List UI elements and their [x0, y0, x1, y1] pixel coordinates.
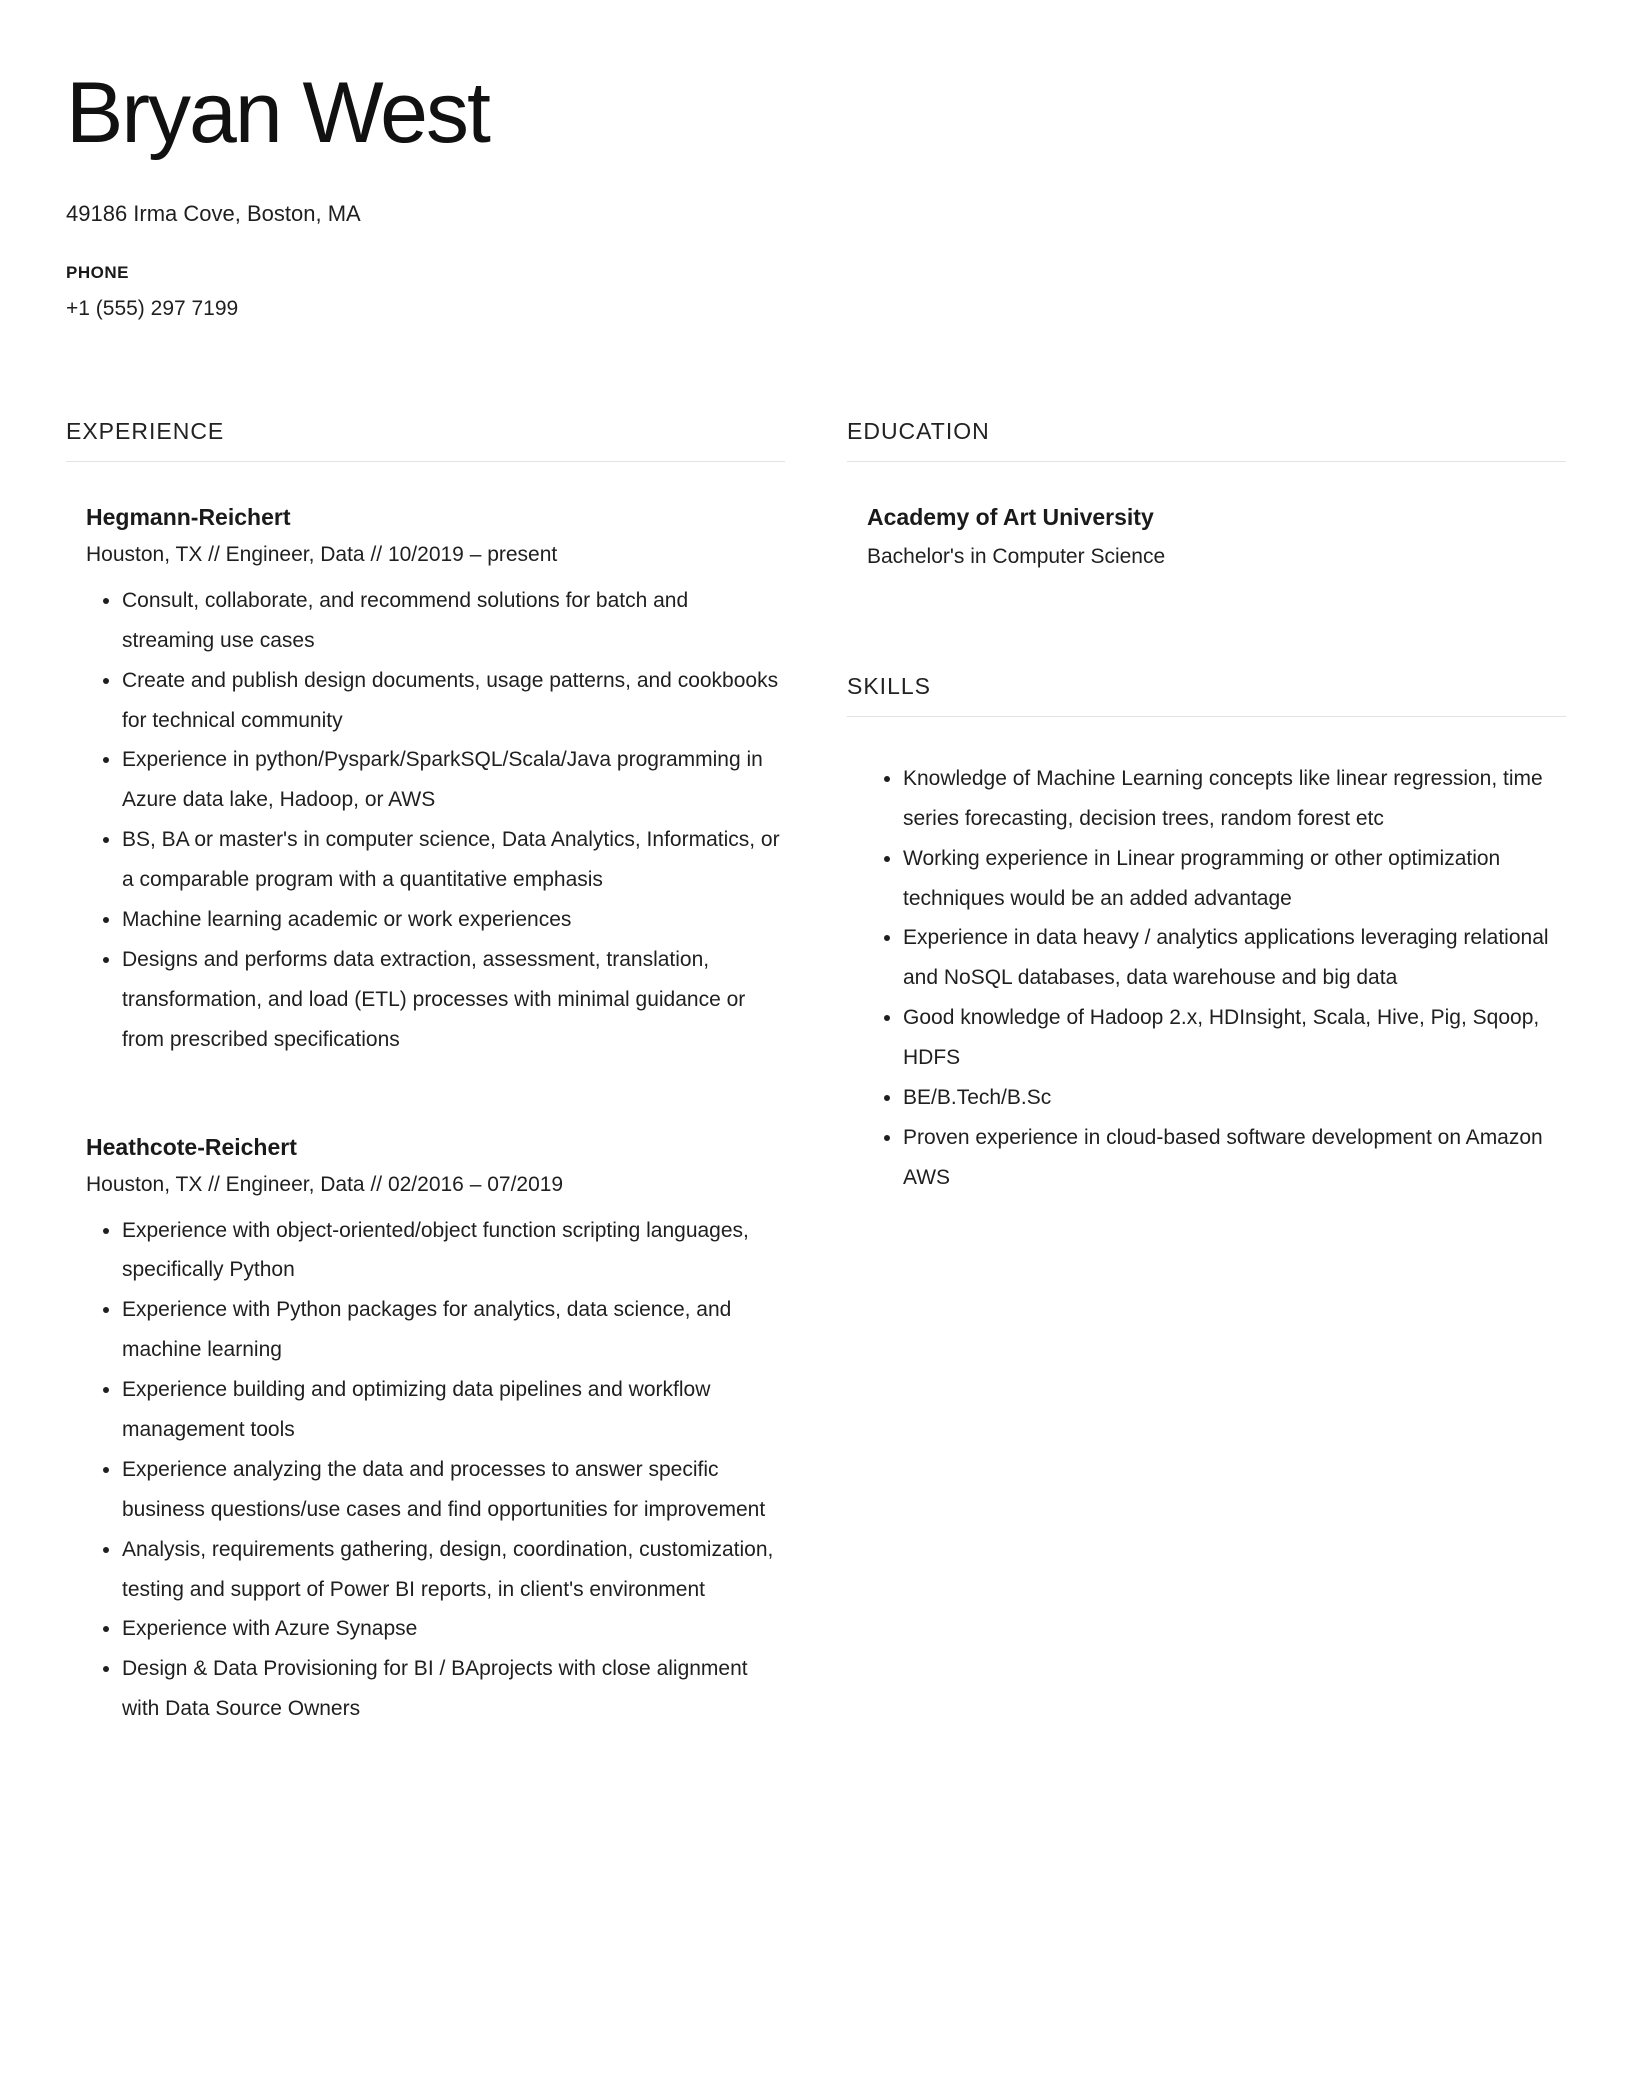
experience-bullet: • Create and publish design documents, usage patterns, and cookbooks for technical community — [122, 661, 785, 741]
skill-item: • Experience in data heavy / analytics applications leveraging relational and NoSQL databases, data warehouse and big data — [903, 918, 1566, 998]
experience-bullet: • Experience analyzing the data and processes to answer specific business questions/use cases and find opportunities for improvement — [122, 1450, 785, 1530]
experience-bullet: • Machine learning academic or work experiences — [122, 900, 785, 940]
experience-bullet: • Design & Data Provisioning for BI / BAprojects with close alignment with Data Source Owners — [122, 1649, 785, 1729]
experience-bullet: • Experience with Azure Synapse — [122, 1609, 785, 1649]
job-bullet-list — [86, 581, 785, 1060]
experience-bullet: • Consult, collaborate, and recommend solutions for batch and streaming use cases — [122, 581, 785, 661]
experience-bullet: • Analysis, requirements gathering, design, coordination, customization, testing and support of Power BI reports, in client's environment — [122, 1530, 785, 1610]
skill-item: • Good knowledge of Hadoop 2.x, HDInsight, Scala, Hive, Pig, Sqoop, HDFS — [903, 998, 1566, 1078]
skill-item: • Proven experience in cloud-based software development on Amazon AWS — [903, 1118, 1566, 1198]
experience-bullet: • Experience with object-oriented/object function scripting languages, specifically Python — [122, 1211, 785, 1291]
school-name: Academy of Art University — [867, 503, 1154, 530]
education-heading: EDUCATION — [847, 418, 1566, 462]
experience-bullet: • Experience building and optimizing data pipelines and workflow management tools — [122, 1370, 785, 1450]
education-entry — [847, 504, 1566, 569]
education-section — [847, 418, 1566, 569]
left-column — [66, 418, 785, 1729]
experience-job — [66, 504, 785, 1060]
candidate-address: 49186 Irma Cove, Boston, MA — [66, 201, 361, 226]
skills-heading: SKILLS — [847, 673, 1566, 717]
skill-item: • BE/B.Tech/B.Sc — [903, 1078, 1566, 1118]
experience-bullet: • Experience with Python packages for analytics, data science, and machine learning — [122, 1290, 785, 1370]
skill-item: • Working experience in Linear programming or other optimization techniques would be an added advantage — [903, 839, 1566, 919]
job-meta: Houston, TX // Engineer, Data // 10/2019 – present — [86, 542, 558, 566]
job-bullet-list — [86, 1211, 785, 1730]
phone-number: +1 (555) 297 7199 — [66, 296, 239, 320]
resume-header — [66, 65, 1566, 322]
phone-label: PHONE — [66, 262, 129, 282]
company-name: Hegmann-Reichert — [86, 503, 291, 530]
degree-name: Bachelor's in Computer Science — [867, 544, 1166, 568]
experience-bullet: • Experience in python/Pyspark/SparkSQL/Scala/Java programming in Azure data lake, Hadoop, or AWS — [122, 740, 785, 820]
skill-item: • Knowledge of Machine Learning concepts like linear regression, time series forecasting, decision trees, random forest etc — [903, 759, 1566, 839]
candidate-name: Bryan West — [66, 65, 489, 161]
job-meta: Houston, TX // Engineer, Data // 02/2016 – 07/2019 — [86, 1172, 564, 1196]
experience-jobs — [66, 504, 785, 1729]
company-name: Heathcote-Reichert — [86, 1133, 297, 1160]
experience-heading: EXPERIENCE — [66, 418, 785, 462]
experience-section — [66, 418, 785, 1729]
experience-bullet: • Designs and performs data extraction, assessment, translation, transformation, and load (ETL) processes with minimal guidance or from prescribed specifications — [122, 940, 785, 1060]
experience-job — [66, 1134, 785, 1730]
skills-section — [847, 673, 1566, 1198]
experience-bullet: • BS, BA or master's in computer science, Data Analytics, Informatics, or a comparable program with a quantitative emphasis — [122, 820, 785, 900]
skills-list — [847, 759, 1566, 1198]
resume-columns — [66, 418, 1566, 1729]
right-column — [847, 418, 1566, 1729]
